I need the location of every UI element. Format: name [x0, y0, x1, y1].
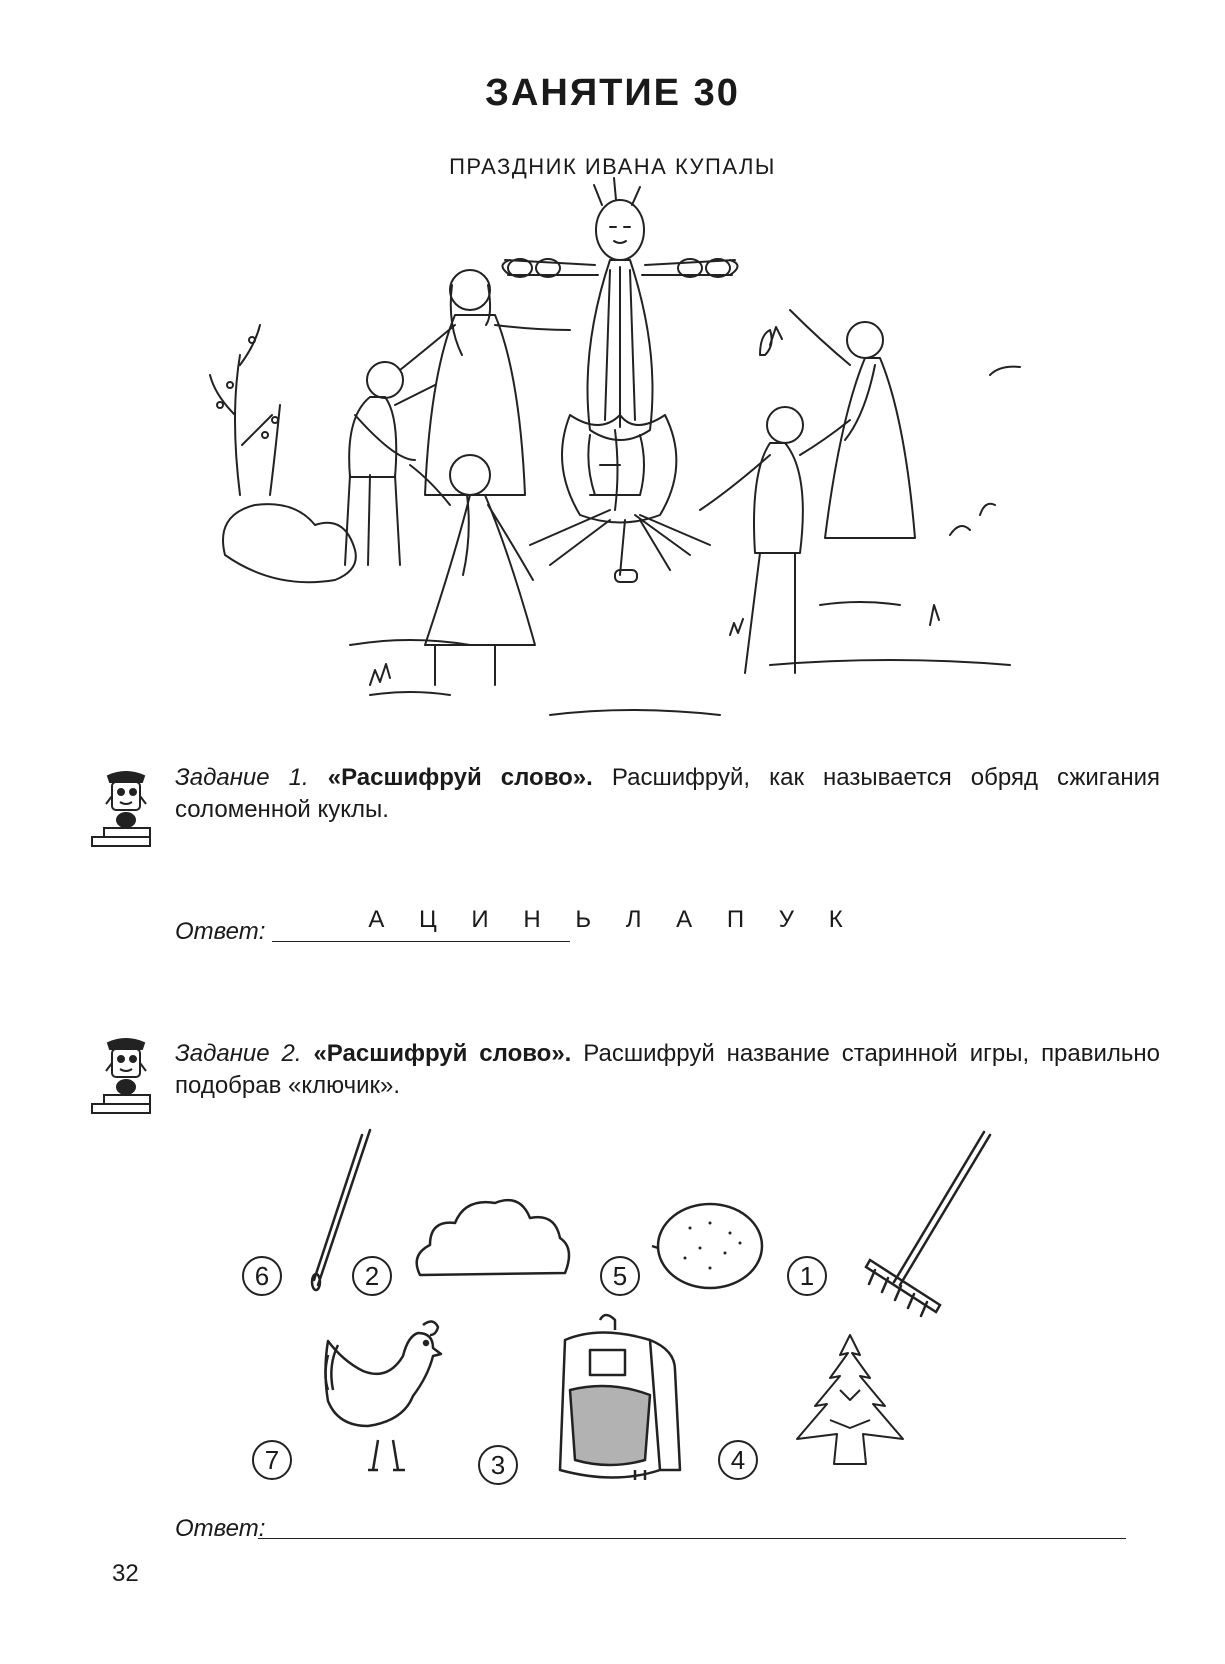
backpack-icon: [545, 1310, 685, 1485]
number-circle: 1: [787, 1256, 827, 1296]
task1-answer-label: Ответ:: [175, 918, 266, 945]
task1-label: Задание 1.: [175, 764, 309, 791]
kupala-scene-illustration: [170, 175, 1050, 755]
number-circle: 6: [242, 1256, 282, 1296]
page-subtitle: ПРАЗДНИК ИВАНА КУПАЛЫ: [449, 154, 776, 179]
number-circle: 5: [600, 1256, 640, 1296]
mascot-icon: [90, 768, 162, 848]
task2-text: [175, 1038, 1160, 1102]
task2-answer-line[interactable]: [258, 1538, 1126, 1539]
task1-name: «Расшифруй слово».: [327, 764, 593, 791]
task2-name: «Расшифруй слово».: [313, 1040, 572, 1067]
number-circle: 4: [718, 1440, 758, 1480]
task1-description: Расшифруй, как называется обряд сжигания соломенной куклы.: [175, 764, 1161, 823]
number-circle: 7: [252, 1440, 292, 1480]
task2-label: Задание 2.: [175, 1040, 302, 1067]
number-circle: 3: [478, 1445, 518, 1485]
fir-tree-icon: [790, 1330, 910, 1480]
task1-answer-line[interactable]: [272, 941, 570, 942]
page-title: ЗАНЯТИЕ 30: [485, 72, 740, 114]
task2-answer-label: Ответ:: [175, 1515, 266, 1542]
mascot-icon: [90, 1035, 162, 1115]
task2-description: Расшифруй название старинной игры, правильно подобрав «ключик».: [175, 1040, 1161, 1099]
lemon-icon: [650, 1198, 770, 1293]
task1-text: [175, 762, 1160, 826]
rooster-icon: [318, 1315, 453, 1480]
task1-cipher: А Ц И Н Ь Л А П У К: [368, 906, 857, 933]
rake-icon: [850, 1130, 1000, 1340]
cloud-icon: [410, 1190, 575, 1290]
number-circle: 2: [352, 1256, 392, 1296]
page-number: 32: [112, 1560, 139, 1587]
